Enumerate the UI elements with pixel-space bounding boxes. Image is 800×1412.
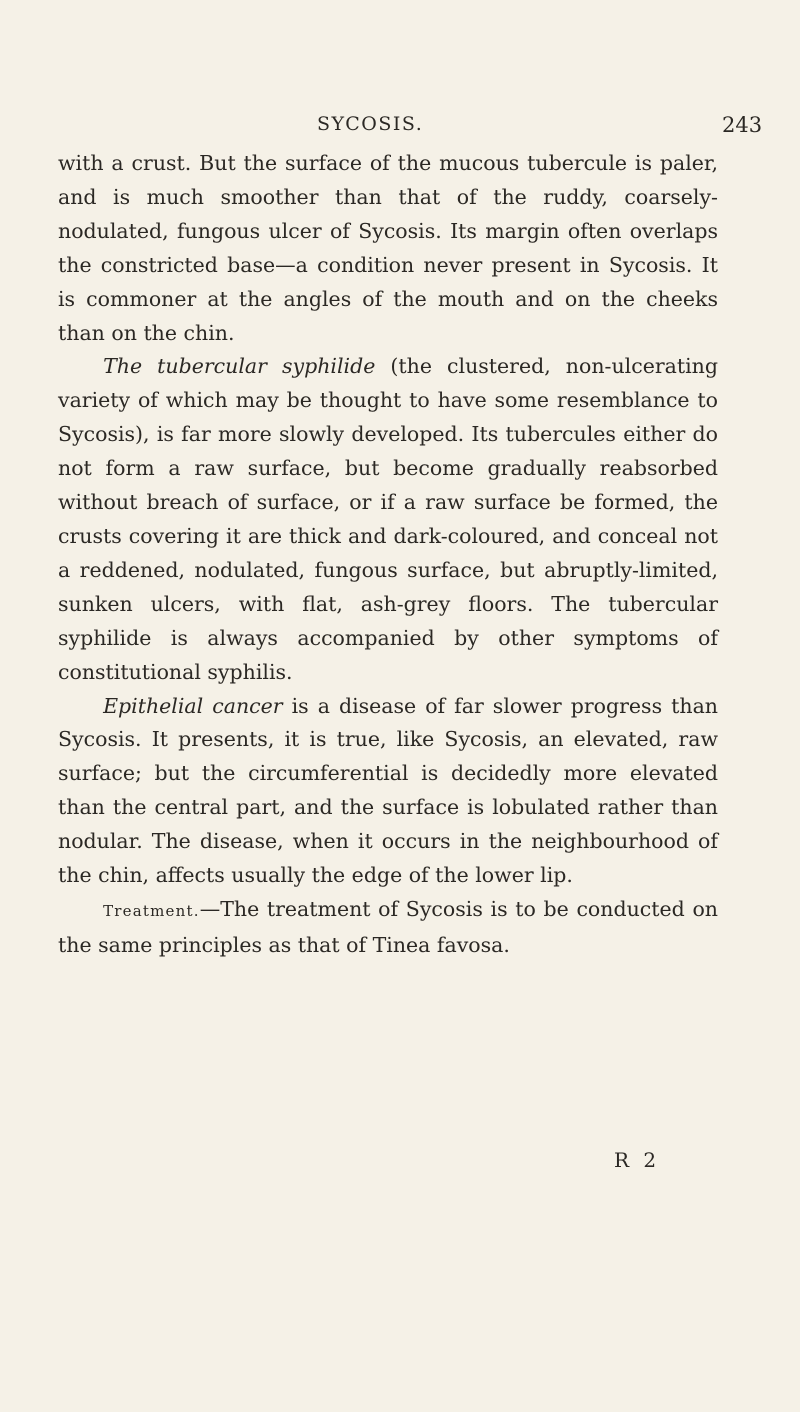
running-title: SYCOSIS. [317,113,424,135]
paragraph [58,350,718,689]
paragraph [58,893,718,963]
text-run: with a crust. But the surface of the mucous tubercule is paler, and is much smoother than that of the ruddy, coarsely-nodulated, fungous ulcer of Sycosis. Its margin often overlaps the constricted base—a condition never present in Sycosis. It is commoner at the angles of the mouth and on the cheeks than on the chin. [58,151,718,345]
page-number: 243 [722,113,763,137]
paragraph [58,690,718,893]
paragraph [58,147,718,350]
section-heading: Treatment. [103,901,200,920]
italic-term: Epithelial cancer [103,693,283,718]
italic-term: The tubercular syphilide [103,354,376,379]
text-run: (the clustered, non-ulcerating variety of which may be thought to have some resemblance to Sycosis), is far more slowly developed. Its tubercules either do not form a raw surface, but become gradually reabsorbed without breach of surface, or if a raw surface be formed, the crusts covering it are thick and dark-coloured, and conceal not a reddened, nodulated, fungous surface, but abruptly-limited, sunken ulcers, with flat, ash-grey floors. The tubercular syphilide is always accompanied by other symptoms of constitutional syphilis. [58,354,718,684]
body-text [58,147,718,963]
running-head [0,113,800,143]
text-run: —The treatment of Sycosis is to be conducted on the same principles as that of Tinea favosa. [58,896,718,957]
signature-mark: R 2 [614,1148,661,1172]
text-run: is a disease of far slower progress than Sycosis. It presents, it is true, like Sycosis, an elevated, raw surface; but the circumferential is decidedly more elevated than the central part, and the surface is lobulated rather than nodular. The disease, when it occurs in the neighbourhood of the chin, affects usually the edge of the lower lip. [58,693,718,888]
